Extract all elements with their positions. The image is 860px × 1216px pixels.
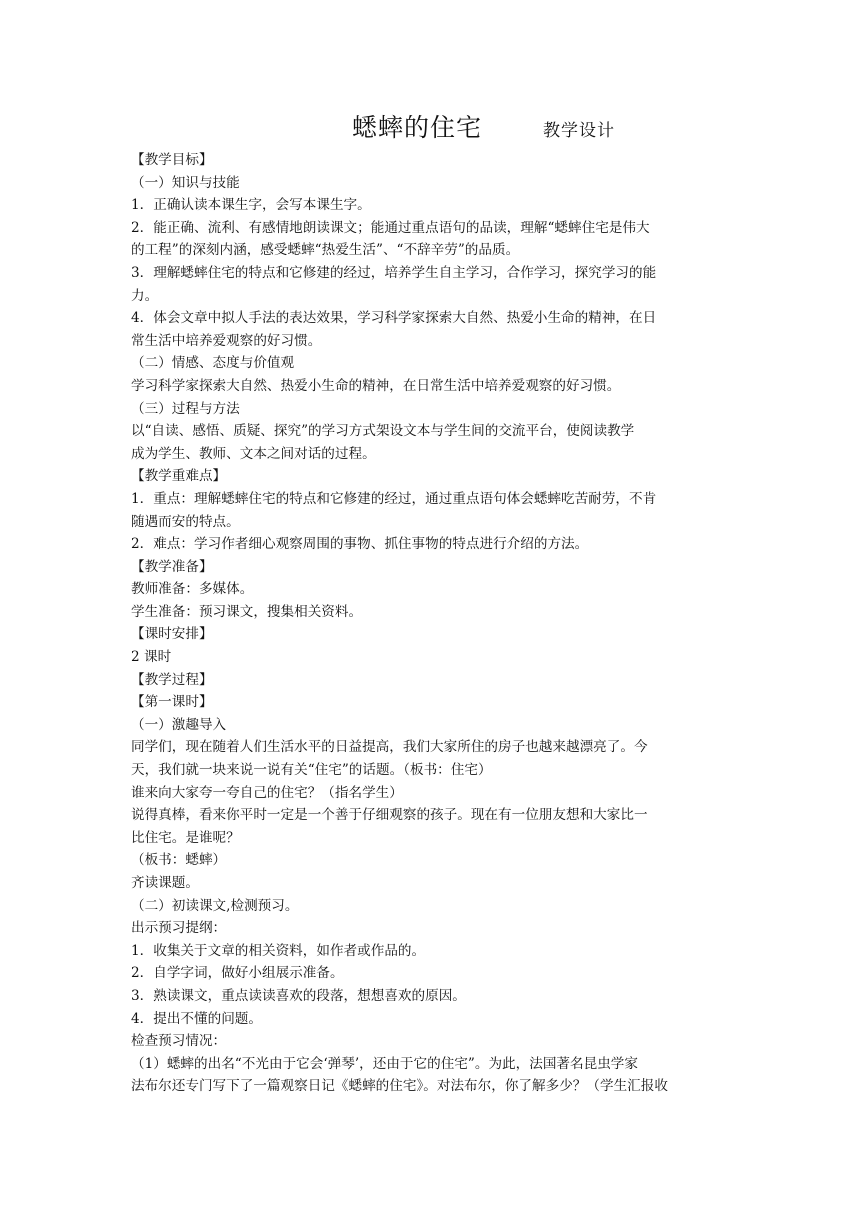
section-heading-objectives: 【教学目标】 bbox=[131, 152, 213, 168]
key-point-item-1-cont: 随遇而安的特点。 bbox=[131, 513, 240, 530]
objective-item-2: 2．能正确、流利、有感情地朗读课文；能通过重点语句的品读，理解“蟋蟀住宅是伟大 bbox=[131, 219, 650, 236]
objective-item-1: 1．正确认读本课生字，会写本课生字。 bbox=[131, 197, 371, 214]
preview-item-4: 4．提出不懂的问题。 bbox=[131, 1010, 262, 1027]
paragraph-intro-question: 谁来向大家夸一夸自己的住宅？（指名学生） bbox=[131, 784, 403, 801]
paragraph-process-method-cont: 成为学生、教师、文本之间对话的过程。 bbox=[131, 445, 376, 462]
subheading-process-method: （三）过程与方法 bbox=[131, 400, 240, 417]
preview-item-1: 1．收集关于文章的相关资料，如作者或作品的。 bbox=[131, 942, 426, 959]
paragraph-intro-cont: 天，我们就一块来说一说有关“住宅”的话题。（板书：住宅） bbox=[131, 762, 492, 779]
blackboard-note: （板书：蟋蟀） bbox=[131, 852, 227, 869]
objective-item-2-cont: 的工程”的深刻内涵，感受蟋蟀“热爱生活”、“不辞辛劳”的品质。 bbox=[131, 242, 520, 259]
section-heading-schedule: 【课时安排】 bbox=[131, 626, 213, 643]
document-subtitle: 教学设计 bbox=[543, 121, 615, 141]
key-point-item-2: 2．难点：学习作者细心观察周围的事物、抓住事物的特点进行介绍的方法。 bbox=[131, 536, 589, 553]
document-body bbox=[131, 149, 736, 1098]
preview-check-item-1: （1）蟋蟀的出名“不光由于它会‘弹琴’，还由于它的住宅”。为此，法国著名昆虫学家 bbox=[131, 1055, 638, 1072]
paragraph-intro: 同学们，现在随着人们生活水平的日益提高，我们大家所住的房子也越来越漂亮了。今 bbox=[131, 739, 648, 756]
section-heading-process: 【教学过程】 bbox=[131, 671, 213, 688]
teacher-preparation: 教师准备：多媒体。 bbox=[131, 581, 254, 598]
subheading-first-reading: （二）初读课文,检测预习。 bbox=[131, 897, 299, 914]
schedule-value: 2 课时 bbox=[131, 649, 172, 666]
section-heading-preparation: 【教学准备】 bbox=[131, 558, 213, 575]
objective-item-4-cont: 常生活中培养爱观察的好习惯。 bbox=[131, 332, 322, 349]
paragraph-emotion-values: 学习科学家探索大自然、热爱小生命的精神，在日常生活中培养爱观察的好习惯。 bbox=[131, 377, 621, 394]
preview-outline-label: 出示预习提纲： bbox=[131, 920, 227, 937]
section-heading-key-points: 【教学重难点】 bbox=[131, 468, 227, 485]
preview-check-item-1-cont: 法布尔还专门写下了一篇观察日记《蟋蟀的住宅》。对法布尔，你了解多少？（学生汇报收 bbox=[131, 1078, 668, 1095]
objective-item-4: 4．体会文章中拟人手法的表达效果，学习科学家探索大自然、热爱小生命的精神，在日 bbox=[131, 310, 657, 327]
paragraph-intro-praise-cont: 比住宅。是谁呢？ bbox=[131, 829, 240, 846]
preview-item-3: 3．熟读课文，重点读读喜欢的段落，想想喜欢的原因。 bbox=[131, 987, 466, 1004]
section-heading-first-lesson: 【第一课时】 bbox=[131, 694, 213, 711]
student-preparation: 学生准备：预习课文，搜集相关资料。 bbox=[131, 603, 363, 620]
key-point-item-1: 1．重点：理解蟋蟀住宅的特点和它修建的经过，通过重点语句体会蟋蟀吃苦耐劳，不肯 bbox=[131, 490, 657, 507]
subheading-intro: （一）激趣导入 bbox=[131, 716, 227, 733]
paragraph-process-method: 以“自读、感悟、质疑、探究”的学习方式架设文本与学生间的交流平台，使阅读教学 bbox=[131, 423, 635, 440]
paragraph-intro-praise: 说得真棒，看来你平时一定是一个善于仔细观察的孩子。现在有一位朋友想和大家比一 bbox=[131, 807, 648, 824]
document-title: 蟋蟀的住宅 bbox=[352, 113, 483, 142]
objective-item-3-cont: 力。 bbox=[131, 287, 159, 304]
subheading-knowledge-skills: （一）知识与技能 bbox=[131, 174, 240, 191]
title-row bbox=[0, 112, 860, 148]
preview-item-2: 2．自学字词，做好小组展示准备。 bbox=[131, 965, 344, 982]
objective-item-3: 3．理解蟋蟀住宅的特点和它修建的经过，培养学生自主学习，合作学习，探究学习的能 bbox=[131, 264, 657, 281]
preview-check-label: 检查预习情况： bbox=[131, 1033, 227, 1050]
subheading-emotion-values: （二）情感、态度与价值观 bbox=[131, 355, 295, 372]
read-title-together: 齐读课题。 bbox=[131, 875, 199, 891]
